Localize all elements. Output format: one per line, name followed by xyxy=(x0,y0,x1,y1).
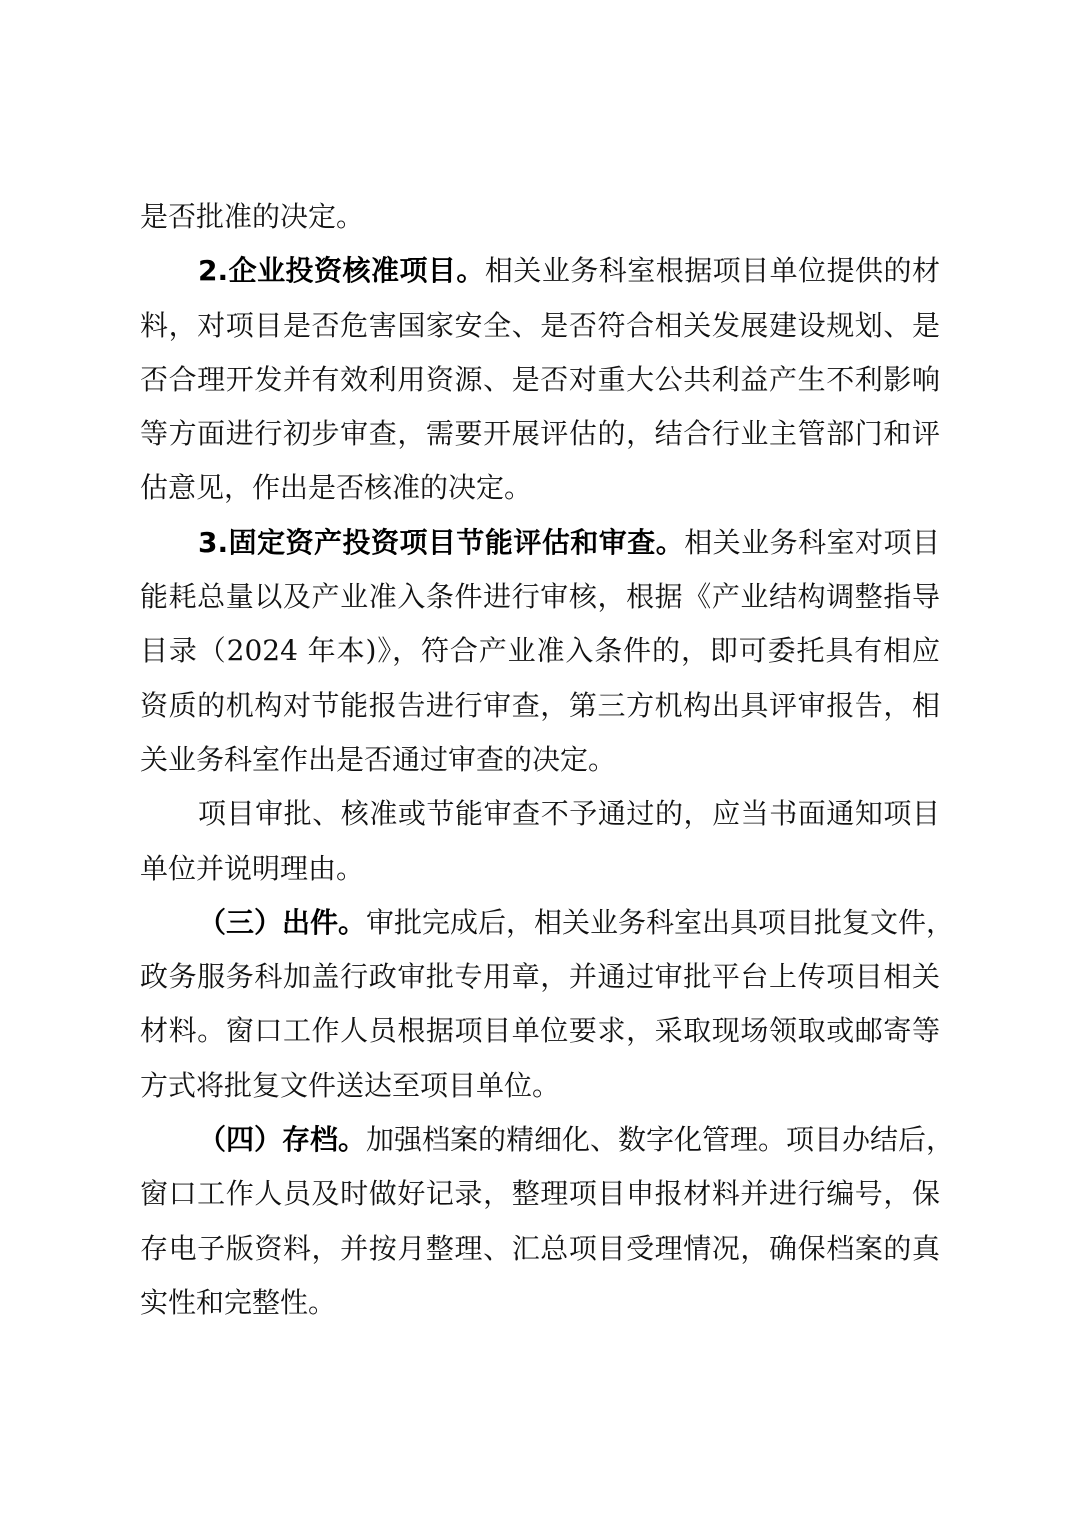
paragraph-4-line-1: 项目审批、核准或节能审查不予通过的，应当书面通知项目 xyxy=(198,797,940,831)
paragraph-6-line-3: 存电子版资料，并按月整理、汇总项目受理情况，确保档案的真 xyxy=(140,1231,940,1265)
paragraph-2-heading: 2.企业投资核准项目。 xyxy=(198,254,485,288)
paragraph-2-line-1: 2.企业投资核准项目。相关业务科室根据项目单位提供的材 xyxy=(198,254,940,288)
paragraph-5-line-3: 材料。窗口工作人员根据项目单位要求，采取现场领取或邮寄等 xyxy=(140,1014,940,1048)
paragraph-3-line-2: 能耗总量以及产业准入条件进行审核，根据《产业结构调整指导 xyxy=(140,580,940,614)
paragraph-5-line-4: 方式将批复文件送达至项目单位。 xyxy=(140,1068,561,1102)
paragraph-5-heading: （三）出件。 xyxy=(198,905,367,939)
paragraph-2-line-4: 等方面进行初步审查，需要开展评估的，结合行业主管部门和评 xyxy=(140,417,940,451)
paragraph-4-line-2: 单位并说明理由。 xyxy=(140,851,365,885)
paragraph-3-line-5: 关业务科室作出是否通过审查的决定。 xyxy=(140,742,617,776)
paragraph-6-line-2: 窗口工作人员及时做好记录，整理项目申报材料并进行编号，保 xyxy=(140,1177,940,1211)
paragraph-1-line-1: 是否批准的决定。 xyxy=(140,200,365,233)
paragraph-3-line-1: 3.固定资产投资项目节能评估和审查。相关业务科室对项目 xyxy=(198,525,940,559)
document-page xyxy=(140,190,955,1330)
paragraph-6-heading: （四）存档。 xyxy=(198,1123,367,1157)
paragraph-5-line-1: （三）出件。审批完成后，相关业务科室出具项目批复文件， xyxy=(198,905,955,939)
paragraph-5-line-2: 政务服务科加盖行政审批专用章，并通过审批平台上传项目相关 xyxy=(140,960,940,994)
paragraph-6-line-1: （四）存档。加强档案的精细化、数字化管理。项目办结后， xyxy=(198,1123,955,1157)
paragraph-2-line-2: 料，对项目是否危害国家安全、是否符合相关发展建设规划、是 xyxy=(140,308,940,342)
paragraph-3-line-4: 资质的机构对节能报告进行审查，第三方机构出具评审报告，相 xyxy=(140,688,940,722)
paragraph-2-line-3: 否合理开发并有效利用资源、是否对重大公共利益产生不利影响 xyxy=(140,362,940,396)
paragraph-3-line-3: 目录（2024 年本)》，符合产业准入条件的，即可委托具有相应 xyxy=(140,634,940,668)
paragraph-3-heading: 3.固定资产投资项目节能评估和审查。 xyxy=(198,525,685,559)
paragraph-2-line-5: 估意见，作出是否核准的决定。 xyxy=(140,471,533,505)
paragraph-6-line-4: 实性和完整性。 xyxy=(140,1285,337,1319)
